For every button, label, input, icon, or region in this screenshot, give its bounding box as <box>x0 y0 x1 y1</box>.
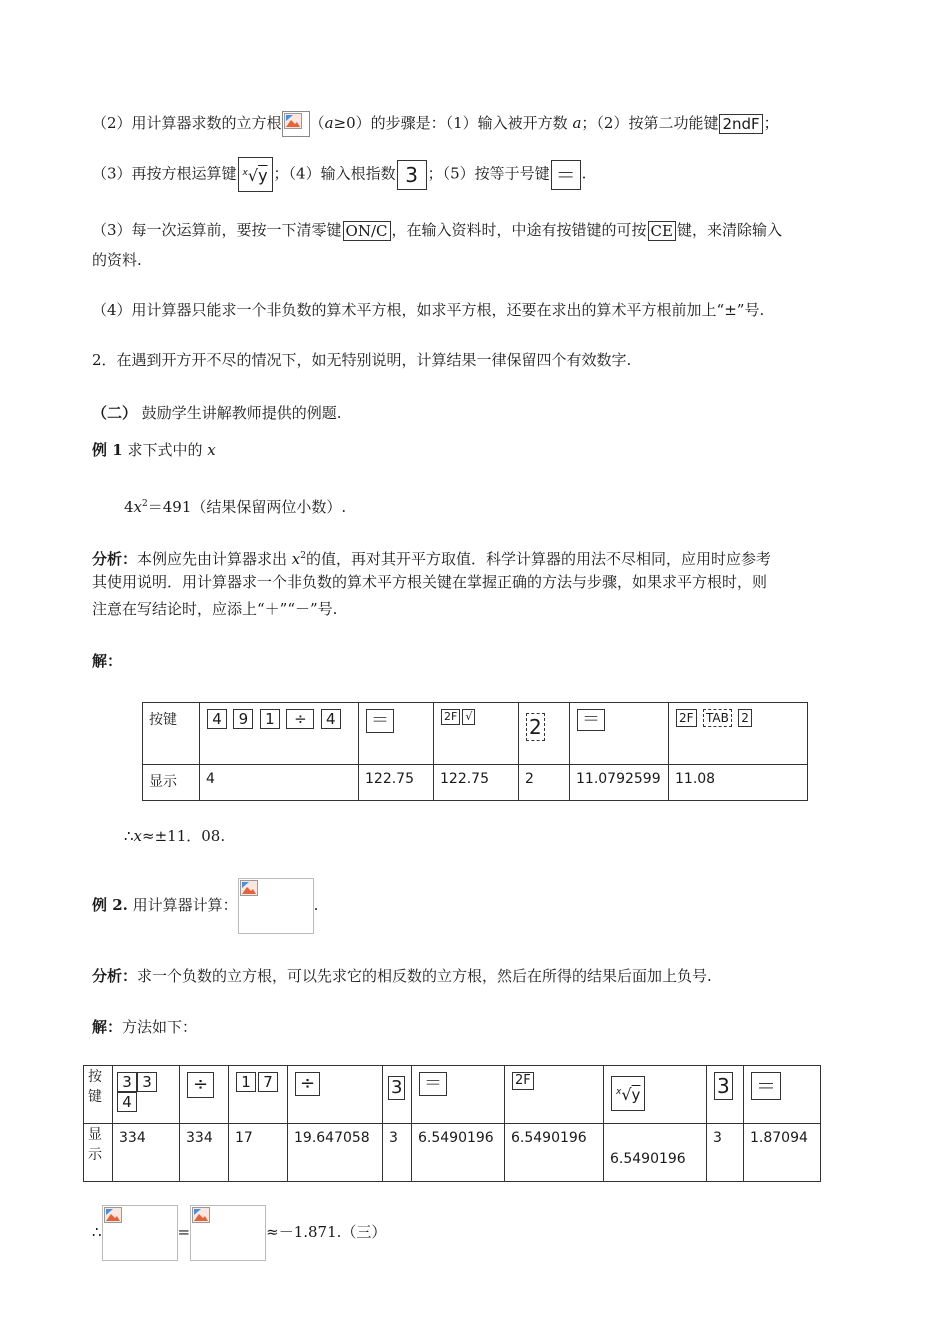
display-cell: 334 <box>113 1124 180 1182</box>
display-cell: 6.5490196 <box>412 1124 505 1182</box>
display-cell: 122.75 <box>359 765 434 801</box>
solution-1-label: 解： <box>92 652 123 670</box>
keys-cell-divide <box>180 1066 229 1124</box>
keys-cell-equals <box>412 1066 505 1124</box>
keys-cell-root <box>604 1066 707 1124</box>
key-xth-root: $^x$√y <box>238 157 273 192</box>
key-equals: ＝ <box>419 1072 447 1096</box>
display-cell: 19.647058 <box>288 1124 383 1182</box>
keys-cell-equals-2 <box>744 1066 821 1124</box>
keys-cell-divide-2 <box>288 1066 383 1124</box>
broken-image-icon <box>102 1205 178 1261</box>
display-cell: 4 <box>200 765 359 801</box>
keys-cell-3b <box>707 1066 744 1124</box>
key-divide: ÷ <box>187 1072 214 1098</box>
key-equals-2: ＝ <box>751 1072 781 1100</box>
keys-cell-1 <box>200 703 359 765</box>
paragraph-cube-root-steps: （2）用计算器求数的立方根 （a≥0）的步骤是：（1）输入被开方数 a；（2）按第二功能键 2ndF ； <box>92 111 779 137</box>
display-cell: 3 <box>383 1124 412 1182</box>
broken-image-icon <box>190 1205 266 1261</box>
analysis-2: 分析：求一个负数的立方根，可以先求它的相反数的立方根，然后在所得的结果后面加上负号. <box>92 967 712 985</box>
key-2: 2 <box>526 713 545 741</box>
solution-2: 解：方法如下： <box>92 1018 198 1036</box>
key-4: 4 <box>117 1092 137 1112</box>
display-cell: 3 <box>707 1124 744 1182</box>
example-2-heading: 例 2. 用计算器计算： . <box>92 878 318 934</box>
display-cell: 1.87094 <box>744 1124 821 1182</box>
display-cell: 2 <box>519 765 570 801</box>
key-divide-2: ÷ <box>295 1072 320 1096</box>
display-cell: 122.75 <box>434 765 519 801</box>
paragraph-root-key-steps: （3）再按方根运算键 $^x$√y ；（4）输入根指数 3 ；（5）按等于号键 ＝ . <box>92 157 586 192</box>
keys-cell-2 <box>359 703 434 765</box>
key-3c: 3 <box>388 1076 405 1100</box>
row-label-display: 显示 <box>143 765 200 801</box>
key-3: 3 <box>397 160 427 190</box>
key-square-root: √ <box>462 709 475 725</box>
keys-cell-4 <box>519 703 570 765</box>
example-1-equation: $4x^2=491$（结果保留两位小数）. <box>124 498 347 516</box>
section-2-heading: （二） 鼓励学生讲解教师提供的例题. <box>92 404 342 422</box>
key-1: 1 <box>236 1072 256 1092</box>
paragraph-square-root-note: （4）用计算器只能求一个非负数的算术平方根，如求平方根，还要在求出的算术平方根前加上“±”号. <box>92 301 765 319</box>
key-1: 1 <box>260 709 280 729</box>
key-3: 3 <box>117 1072 137 1092</box>
key-divide: ÷ <box>286 709 314 729</box>
key-2f-b: 2F <box>676 709 697 727</box>
key-7: 7 <box>258 1072 278 1092</box>
row-label-display: 显 示 <box>84 1124 113 1182</box>
key-xth-root: $^x$√y <box>611 1076 645 1111</box>
row-label-keys: 按 键 <box>84 1066 113 1124</box>
conclusion-1: ∴x≈±11．08. <box>124 827 226 845</box>
display-cell: 6.5490196 <box>505 1124 604 1182</box>
key-3b: 3 <box>137 1072 157 1092</box>
key-ce: CE <box>648 221 676 241</box>
broken-image-icon <box>282 111 310 137</box>
keys-cell-2f <box>505 1066 604 1124</box>
keys-cell-334 <box>113 1066 180 1124</box>
keys-cell-6 <box>669 703 808 765</box>
analysis-1-line-2: 其使用说明．用计算器求一个非负数的算术平方根关键在掌握正确的方法与步骤，如果求平方根时，则 <box>92 573 768 591</box>
paragraph-significant-digits: 2．在遇到开方开不尽的情况下，如无特别说明，计算结果一律保留四个有效数字. <box>92 351 632 369</box>
display-cell: 334 <box>180 1124 229 1182</box>
key-4b: 4 <box>321 709 341 729</box>
key-equals: ＝ <box>366 709 394 733</box>
key-3d: 3 <box>714 1072 733 1100</box>
key-2f: 2F <box>512 1072 534 1090</box>
key-on-c: ON/C <box>343 221 391 241</box>
example-1-heading: 例 1 求下式中的 x <box>92 441 216 459</box>
key-2b: 2 <box>738 709 752 727</box>
display-cell: 11.08 <box>669 765 808 801</box>
paragraph-clear-key: （3）每一次运算前，要按一下清零键 ON/C ，在输入资料时，中途有按错键的可按 CE 键，来清除输入 <box>92 221 782 240</box>
key-2ndf: 2ndF <box>719 114 762 134</box>
key-4: 4 <box>207 709 227 729</box>
conclusion-2: ∴ = ≈－1.871.（三） <box>92 1205 386 1261</box>
keys-cell-3 <box>434 703 519 765</box>
keys-cell-17 <box>229 1066 288 1124</box>
keys-cell-5 <box>570 703 669 765</box>
paragraph-clear-key-cont: 的资料. <box>92 251 142 269</box>
display-cell: 11.0792599 <box>570 765 669 801</box>
analysis-1-line-1: 分析：本例应先由计算器求出 $x^2$的值，再对其开平方取值．科学计算器的用法不尽相同，应用时应参考 <box>92 550 772 568</box>
display-cell: 17 <box>229 1124 288 1182</box>
key-equals: ＝ <box>551 160 581 190</box>
keystroke-table-1 <box>142 702 808 801</box>
key-equals-2: ＝ <box>577 709 605 731</box>
analysis-1-line-3: 注意在写结论时，应添上“＋”“－”号. <box>92 600 338 618</box>
key-9: 9 <box>233 709 253 729</box>
display-cell: 6.5490196 <box>604 1124 707 1182</box>
key-tab: TAB <box>703 709 732 727</box>
key-2f: 2F <box>441 709 460 725</box>
keys-cell-3 <box>383 1066 412 1124</box>
keystroke-table-2 <box>83 1065 821 1182</box>
broken-image-icon <box>238 878 314 934</box>
row-label-keys: 按键 <box>143 703 200 765</box>
